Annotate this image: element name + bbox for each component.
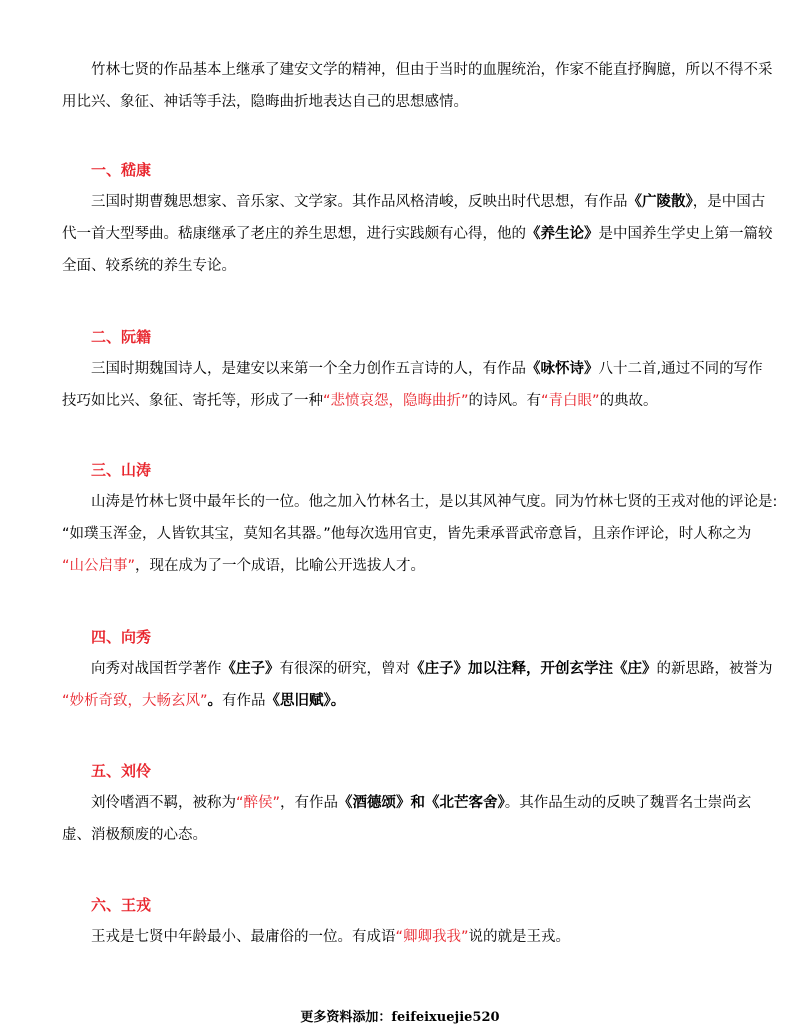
highlight-quote: “妙析奇致，大畅玄风”	[62, 693, 208, 709]
intro-line-2: 用比兴、象征、神话等手法，隐晦曲折地表达自己的思想感情。	[62, 94, 468, 110]
body-line	[62, 186, 766, 218]
text-run: 刘伶嗜酒不羁，被称为	[91, 795, 236, 811]
text-run: 向秀对战国哲学著作	[91, 661, 222, 677]
body-line	[62, 921, 742, 953]
section-body-shantao	[62, 486, 778, 582]
highlight-quote: “山公启事”	[62, 558, 136, 574]
body-line	[62, 550, 742, 582]
work-title: 《酒德颂》和《北芒客舍》	[338, 795, 505, 811]
text-run: 有很深的研究，曾对	[279, 661, 410, 677]
text-run: 王戎是七贤中年龄最小、最庸俗的一位。有成语	[91, 929, 396, 945]
text-run: 技巧如比兴、象征、寄托等，形成了一种	[62, 393, 323, 409]
body-line: 虚、消极颓废的心态。	[62, 827, 207, 843]
highlight-quote: “悲愤哀怨，隐晦曲折”	[323, 393, 469, 409]
work-title: 《庄子》	[221, 661, 280, 677]
body-line: “如璞玉浑金，人皆钦其宝，莫知名其器。”他每次选用官吏，皆先秉承晋武帝意旨，且亲作评论，时人称之为	[62, 526, 752, 542]
section-body-jikang	[62, 186, 773, 282]
body-line	[62, 685, 742, 717]
intro-paragraph	[62, 54, 773, 118]
highlight-quote: “卿卿我我”	[395, 929, 469, 945]
work-title: 《咏怀诗》	[526, 361, 599, 377]
body-line	[62, 353, 763, 385]
text-run: 。	[330, 693, 346, 709]
text-run: 三国时期曹魏思想家、音乐家、文学家。其作品风格清峻，反映出时代思想，有作品	[91, 194, 628, 210]
text-run: 代一首大型琴曲。嵇康继承了老庄的养生思想，进行实践颇有心得，他的	[62, 226, 526, 242]
section-heading-shantao: 三、山涛	[91, 461, 152, 479]
section-heading-ruanji: 二、阮籍	[91, 328, 152, 346]
body-line: 山涛是竹林七贤中最年长的一位。他之加入竹林名士，是以其风神气度。同为竹林七贤的王戎对他的评论是:	[91, 494, 778, 510]
body-line: 全面、较系统的养生专论。	[62, 258, 236, 274]
section-body-liuling	[62, 787, 752, 851]
work-title: 《广陵散》	[627, 194, 693, 210]
text-run: 。	[207, 693, 223, 709]
text-run: 有作品	[222, 693, 266, 709]
text-run: 的诗风。有	[468, 393, 542, 409]
footer-note: 更多资料添加：feifeixuejie520	[300, 1010, 500, 1025]
text-run: 的新思路，被誉为	[656, 661, 773, 677]
body-line	[62, 653, 773, 685]
work-title: 《养生论》	[526, 226, 599, 242]
text-run: 。其作品生动的反映了魏晋名士崇尚玄	[504, 795, 752, 811]
body-line	[62, 218, 773, 250]
section-heading-wangrong: 六、王戎	[91, 896, 152, 914]
text-run: 说的就是王戎。	[468, 929, 571, 945]
section-heading-jikang: 一、嵇康	[91, 161, 152, 179]
text-run: 是中国养生学史上第一篇较	[598, 226, 773, 242]
text-run: ，现在成为了一个成语，比喻公开选拔人才。	[135, 558, 426, 574]
text-run: ，是中国古	[692, 194, 766, 210]
highlight-quote: “醉侯”	[236, 795, 281, 811]
work-title: 《思旧赋》	[265, 693, 331, 709]
section-body-xiangxiu	[62, 653, 773, 717]
bold-phrase: 《庄子》加以注释，开创玄学注《庄》	[410, 661, 657, 677]
highlight-quote: “青白眼”	[541, 393, 600, 409]
section-heading-liuling: 五、刘伶	[91, 762, 152, 780]
body-line	[62, 787, 752, 819]
section-heading-xiangxiu: 四、向秀	[91, 628, 152, 646]
section-body-wangrong	[62, 921, 742, 953]
section-body-ruanji	[62, 353, 763, 417]
body-line	[62, 385, 742, 417]
text-run: 三国时期魏国诗人，是建安以来第一个全力创作五言诗的人，有作品	[91, 361, 526, 377]
text-run: 八十二首,通过不同的写作	[598, 361, 763, 377]
intro-line-1: 竹林七贤的作品基本上继承了建安文学的精神，但由于当时的血腥统治，作家不能直抒胸臆，所以不得不采	[91, 62, 773, 78]
text-run: 的典故。	[599, 393, 658, 409]
text-run: ，有作品	[280, 795, 339, 811]
